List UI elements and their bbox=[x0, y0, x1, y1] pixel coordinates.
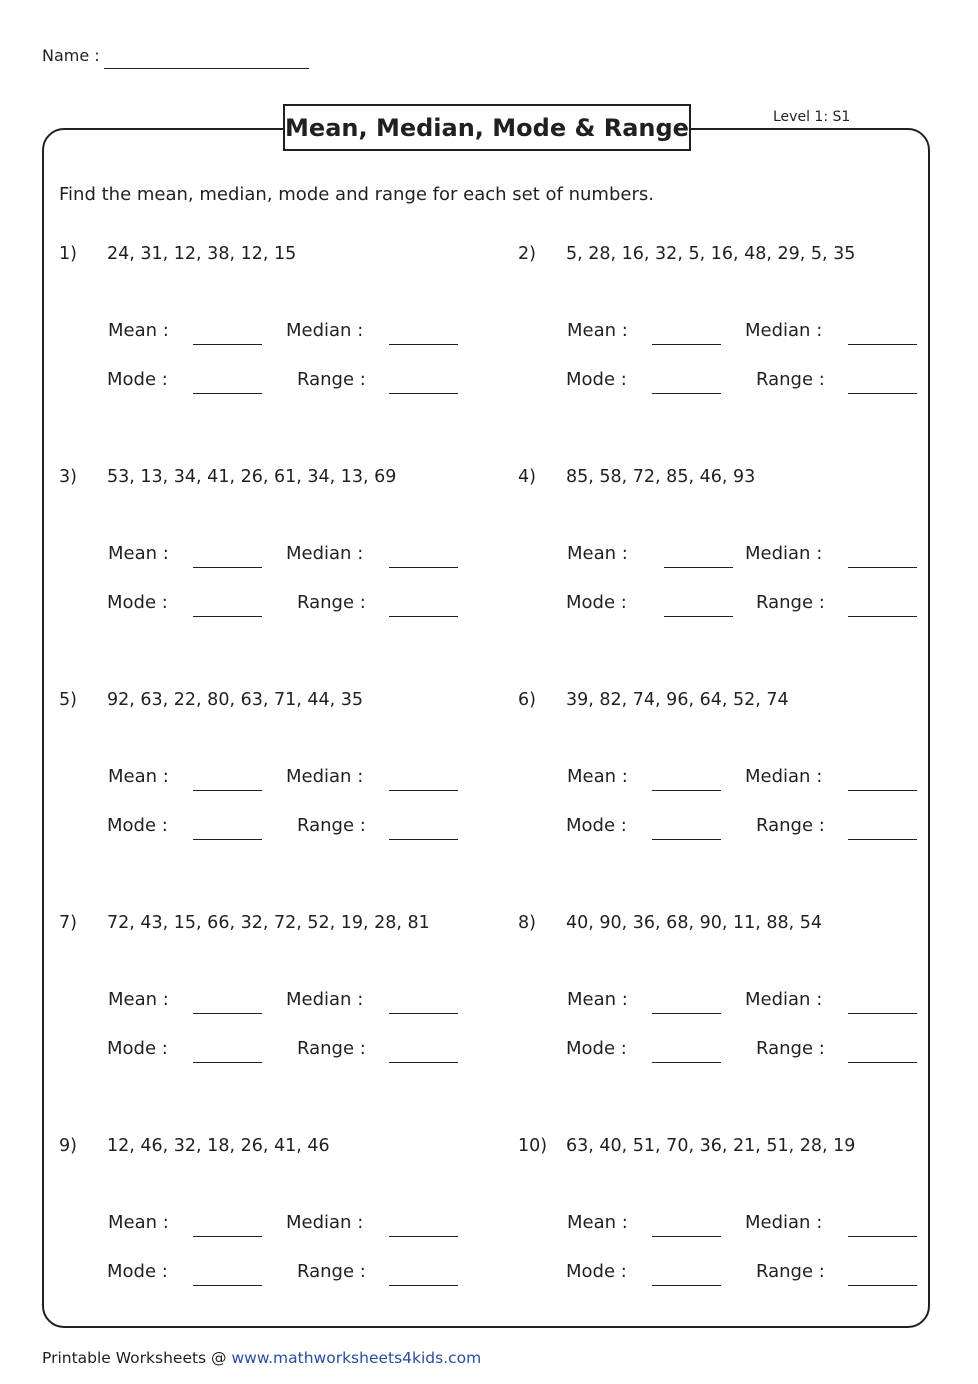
mean-answer-blank[interactable] bbox=[652, 344, 721, 345]
mode-label: Mode : bbox=[566, 592, 627, 613]
instructions: Find the mean, median, mode and range for each set of numbers. bbox=[59, 184, 654, 205]
median-label: Median : bbox=[286, 1212, 364, 1233]
mode-label: Mode : bbox=[566, 1261, 627, 1282]
problem-5 bbox=[59, 690, 509, 890]
mean-label: Mean : bbox=[108, 766, 169, 787]
mean-label: Mean : bbox=[567, 766, 628, 787]
mode-label: Mode : bbox=[107, 815, 168, 836]
mode-label: Mode : bbox=[107, 369, 168, 390]
mode-label: Mode : bbox=[107, 592, 168, 613]
mode-label: Mode : bbox=[566, 369, 627, 390]
range-label: Range : bbox=[756, 815, 825, 836]
number-set: 24, 31, 12, 38, 12, 15 bbox=[107, 244, 297, 264]
mode-label: Mode : bbox=[566, 1038, 627, 1059]
median-answer-blank[interactable] bbox=[848, 567, 917, 568]
number-set: 85, 58, 72, 85, 46, 93 bbox=[566, 467, 756, 487]
mean-answer-blank[interactable] bbox=[193, 567, 262, 568]
median-answer-blank[interactable] bbox=[389, 790, 458, 791]
median-answer-blank[interactable] bbox=[848, 790, 917, 791]
mean-label: Mean : bbox=[108, 989, 169, 1010]
name-field-line[interactable] bbox=[104, 68, 309, 69]
footer-prefix: Printable Worksheets @ bbox=[42, 1349, 232, 1367]
range-label: Range : bbox=[756, 369, 825, 390]
mode-answer-blank[interactable] bbox=[652, 1285, 721, 1286]
problem-9 bbox=[59, 1136, 509, 1336]
range-label: Range : bbox=[297, 1038, 366, 1059]
problem-2 bbox=[518, 244, 968, 444]
median-label: Median : bbox=[286, 543, 364, 564]
number-set: 53, 13, 34, 41, 26, 61, 34, 13, 69 bbox=[107, 467, 397, 487]
range-label: Range : bbox=[756, 1261, 825, 1282]
mean-label: Mean : bbox=[108, 320, 169, 341]
median-label: Median : bbox=[745, 543, 823, 564]
problem-1 bbox=[59, 244, 509, 444]
mode-answer-blank[interactable] bbox=[193, 1285, 262, 1286]
median-label: Median : bbox=[745, 989, 823, 1010]
name-label: Name : bbox=[42, 46, 100, 65]
range-answer-blank[interactable] bbox=[848, 393, 917, 394]
mode-answer-blank[interactable] bbox=[193, 616, 262, 617]
number-set: 72, 43, 15, 66, 32, 72, 52, 19, 28, 81 bbox=[107, 913, 430, 933]
mean-answer-blank[interactable] bbox=[193, 1236, 262, 1237]
median-label: Median : bbox=[745, 766, 823, 787]
mode-label: Mode : bbox=[107, 1038, 168, 1059]
mean-label: Mean : bbox=[108, 1212, 169, 1233]
mean-answer-blank[interactable] bbox=[652, 790, 721, 791]
median-label: Median : bbox=[286, 989, 364, 1010]
problem-number: 8) bbox=[518, 913, 536, 933]
mean-answer-blank[interactable] bbox=[193, 344, 262, 345]
median-answer-blank[interactable] bbox=[389, 344, 458, 345]
median-answer-blank[interactable] bbox=[848, 1236, 917, 1237]
mean-label: Mean : bbox=[567, 989, 628, 1010]
mean-label: Mean : bbox=[567, 543, 628, 564]
median-answer-blank[interactable] bbox=[389, 1013, 458, 1014]
mode-answer-blank[interactable] bbox=[193, 839, 262, 840]
problem-7 bbox=[59, 913, 509, 1113]
median-answer-blank[interactable] bbox=[389, 567, 458, 568]
median-answer-blank[interactable] bbox=[848, 344, 917, 345]
range-label: Range : bbox=[297, 369, 366, 390]
problem-10 bbox=[518, 1136, 968, 1336]
number-set: 12, 46, 32, 18, 26, 41, 46 bbox=[107, 1136, 330, 1156]
footer-url-link[interactable]: www.mathworksheets4kids.com bbox=[231, 1349, 482, 1367]
number-set: 39, 82, 74, 96, 64, 52, 74 bbox=[566, 690, 789, 710]
level-label: Level 1: S1 bbox=[773, 109, 851, 125]
worksheet-title: Mean, Median, Mode & Range bbox=[283, 104, 691, 151]
mean-label: Mean : bbox=[567, 1212, 628, 1233]
median-label: Median : bbox=[745, 1212, 823, 1233]
mode-answer-blank[interactable] bbox=[652, 1062, 721, 1063]
mode-label: Mode : bbox=[566, 815, 627, 836]
range-answer-blank[interactable] bbox=[848, 1062, 917, 1063]
mean-answer-blank[interactable] bbox=[193, 790, 262, 791]
mode-label: Mode : bbox=[107, 1261, 168, 1282]
problem-number: 6) bbox=[518, 690, 536, 710]
median-label: Median : bbox=[286, 320, 364, 341]
problem-number: 10) bbox=[518, 1136, 548, 1156]
problem-4 bbox=[518, 467, 968, 667]
mode-answer-blank[interactable] bbox=[652, 393, 721, 394]
range-answer-blank[interactable] bbox=[389, 839, 458, 840]
mean-answer-blank[interactable] bbox=[193, 1013, 262, 1014]
mean-label: Mean : bbox=[567, 320, 628, 341]
problem-number: 1) bbox=[59, 244, 77, 264]
problem-number: 3) bbox=[59, 467, 77, 487]
range-answer-blank[interactable] bbox=[848, 616, 917, 617]
problem-6 bbox=[518, 690, 968, 890]
range-label: Range : bbox=[756, 592, 825, 613]
problem-number: 7) bbox=[59, 913, 77, 933]
number-set: 5, 28, 16, 32, 5, 16, 48, 29, 5, 35 bbox=[566, 244, 856, 264]
mean-answer-blank[interactable] bbox=[652, 1236, 721, 1237]
range-answer-blank[interactable] bbox=[848, 1285, 917, 1286]
mean-answer-blank[interactable] bbox=[664, 567, 733, 568]
mode-answer-blank[interactable] bbox=[664, 616, 733, 617]
median-answer-blank[interactable] bbox=[389, 1236, 458, 1237]
footer bbox=[42, 1349, 481, 1367]
median-label: Median : bbox=[286, 766, 364, 787]
range-answer-blank[interactable] bbox=[389, 1062, 458, 1063]
number-set: 63, 40, 51, 70, 36, 21, 51, 28, 19 bbox=[566, 1136, 856, 1156]
range-label: Range : bbox=[297, 592, 366, 613]
range-answer-blank[interactable] bbox=[848, 839, 917, 840]
range-answer-blank[interactable] bbox=[389, 1285, 458, 1286]
range-label: Range : bbox=[756, 1038, 825, 1059]
number-set: 92, 63, 22, 80, 63, 71, 44, 35 bbox=[107, 690, 364, 710]
range-label: Range : bbox=[297, 1261, 366, 1282]
range-answer-blank[interactable] bbox=[389, 393, 458, 394]
mode-answer-blank[interactable] bbox=[193, 393, 262, 394]
median-answer-blank[interactable] bbox=[848, 1013, 917, 1014]
problem-number: 4) bbox=[518, 467, 536, 487]
range-label: Range : bbox=[297, 815, 366, 836]
problem-number: 2) bbox=[518, 244, 536, 264]
problem-number: 5) bbox=[59, 690, 77, 710]
mean-label: Mean : bbox=[108, 543, 169, 564]
problem-8 bbox=[518, 913, 968, 1113]
range-answer-blank[interactable] bbox=[389, 616, 458, 617]
mode-answer-blank[interactable] bbox=[652, 839, 721, 840]
mean-answer-blank[interactable] bbox=[652, 1013, 721, 1014]
median-label: Median : bbox=[745, 320, 823, 341]
mode-answer-blank[interactable] bbox=[193, 1062, 262, 1063]
problem-number: 9) bbox=[59, 1136, 77, 1156]
number-set: 40, 90, 36, 68, 90, 11, 88, 54 bbox=[566, 913, 823, 933]
problem-3 bbox=[59, 467, 509, 667]
